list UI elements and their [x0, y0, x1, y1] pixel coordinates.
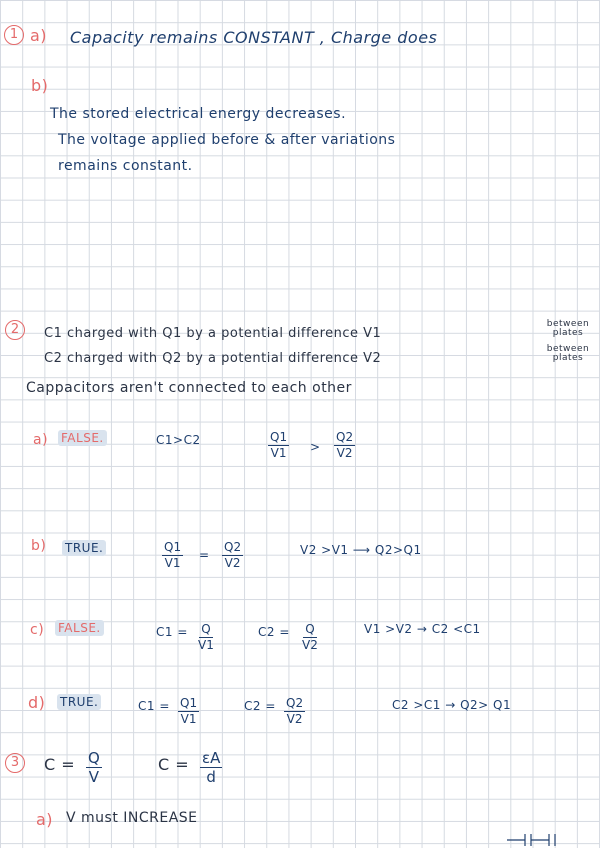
q2-part-a-verdict: FALSE. — [58, 430, 107, 446]
numerator: Q — [305, 622, 315, 636]
q2-part-c-lhs-1: C1 = — [156, 625, 188, 639]
denominator: V1 — [198, 638, 214, 652]
q2-line2-note: between plates — [546, 344, 590, 363]
q3-part-a-label: a) — [36, 810, 54, 829]
q2-part-b-expression: V2 >V1 ⟶ Q2>Q1 — [300, 543, 422, 557]
q2-line3: Cappacitors aren't connected to each other — [26, 380, 352, 396]
denominator: V1 — [164, 556, 181, 570]
q2-part-c-label: c) — [30, 622, 45, 638]
numerator: Q1 — [180, 696, 198, 710]
question-1-number: 1 — [4, 25, 24, 45]
q2-part-c-verdict: FALSE. — [55, 620, 104, 636]
q2-part-a-fraction-1 — [268, 431, 289, 460]
numerator: Q1 — [164, 540, 182, 554]
q2-part-d-expression: C2 >C1 → Q2> Q1 — [392, 698, 512, 712]
numerator: Q — [201, 622, 211, 636]
q2-part-d-fraction-2 — [284, 697, 305, 726]
question-2-number: 2 — [5, 320, 25, 340]
q2-part-b-label: b) — [31, 538, 47, 554]
q2-part-b-verdict: TRUE. — [62, 540, 106, 556]
denominator: d — [206, 768, 216, 786]
capacitor-symbol-icon — [505, 832, 565, 848]
q2-part-a-expression: C1>C2 — [156, 433, 201, 447]
denominator: V2 — [286, 712, 303, 726]
q2-part-c-fraction-2 — [302, 623, 318, 652]
q2-line1: C1 charged with Q1 by a potential difference V1 — [44, 326, 382, 341]
q2-part-d-lhs-1: C1 = — [138, 699, 170, 713]
denominator: V2 — [224, 556, 241, 570]
numerator: Q — [88, 749, 100, 767]
q1-part-b-line3: remains constant. — [58, 158, 193, 174]
numerator: Q2 — [224, 540, 242, 554]
q1-part-a-text: Capacity remains CONSTANT , Charge does — [70, 28, 438, 47]
q3-part-a-text: V must INCREASE — [66, 810, 198, 826]
numerator: Q2 — [336, 430, 354, 444]
denominator: V1 — [180, 712, 197, 726]
q2-line2: C2 charged with Q2 by a potential difference V2 — [44, 351, 382, 366]
q3-fraction-2 — [200, 750, 222, 785]
denominator: V1 — [270, 446, 287, 460]
q2-part-d-verdict: TRUE. — [57, 694, 101, 710]
question-3-number: 3 — [5, 753, 25, 773]
q2-part-b-fraction-1 — [162, 541, 183, 570]
denominator: V2 — [336, 446, 353, 460]
q3-fraction-1 — [86, 750, 102, 785]
q1-part-b-line1: The stored electrical energy decreases. — [50, 106, 347, 122]
q2-part-a-operator: > — [310, 440, 321, 454]
q3-lhs-2: C = — [158, 755, 190, 774]
q2-part-b-operator: = — [199, 548, 210, 562]
q2-part-b-fraction-2 — [222, 541, 243, 570]
numerator: εA — [202, 749, 221, 767]
q2-part-d-label: d) — [28, 693, 46, 712]
q2-part-c-lhs-2: C2 = — [258, 625, 290, 639]
q2-part-c-expression: V1 >V2 → C2 <C1 — [364, 622, 481, 636]
q1-part-b-label: b) — [31, 76, 49, 95]
q2-part-d-lhs-2: C2 = — [244, 699, 276, 713]
denominator: V — [88, 768, 100, 786]
q2-part-a-label: a) — [33, 432, 49, 448]
q1-part-b-line2: The voltage applied before & after variations — [58, 132, 396, 148]
q1-part-a-label: a) — [30, 26, 48, 45]
numerator: Q1 — [270, 430, 288, 444]
q2-part-d-fraction-1 — [178, 697, 199, 726]
q2-part-c-fraction-1 — [198, 623, 214, 652]
denominator: V2 — [302, 638, 318, 652]
numerator: Q2 — [286, 696, 304, 710]
q3-lhs-1: C = — [44, 755, 76, 774]
q2-part-a-fraction-2 — [334, 431, 355, 460]
q2-line1-note: between plates — [546, 319, 590, 338]
